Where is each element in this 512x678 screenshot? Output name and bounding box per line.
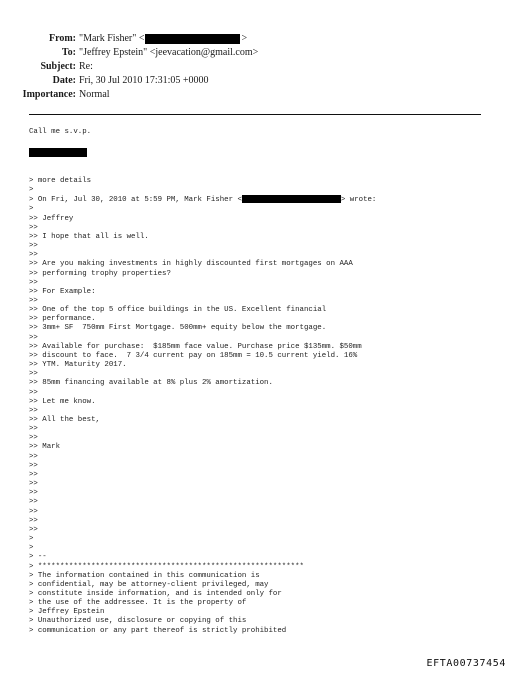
quoted-line: >> Jeffrey (29, 214, 74, 223)
quoted-line: >> (29, 406, 38, 415)
quoted-line: >> One of the top 5 office buildings in the US. Excellent financial (29, 306, 327, 315)
quoted-line: >> (29, 370, 38, 379)
quoted-line: >> Let me know. (29, 397, 96, 406)
quoted-line: >> (29, 278, 38, 287)
quoted-line: > (29, 535, 34, 544)
quoted-line: >> (29, 388, 38, 397)
quoted-thread (29, 177, 376, 636)
quoted-line: > communication or any part thereof is strictly prohibited (29, 626, 287, 635)
header-to (0, 47, 300, 59)
quoted-line: >> (29, 425, 38, 434)
on-line-suffix: > wrote: (340, 196, 377, 205)
quoted-line: > The information contained in this communication is (29, 571, 260, 580)
quoted-line: > constitute inside information, and is intended only for (29, 589, 282, 598)
quoted-line: >> For Example: (29, 287, 96, 296)
importance-label: Importance: (22, 89, 76, 100)
header-subject (0, 61, 300, 73)
subject-value: Re: (79, 61, 93, 72)
quoted-top-lines (29, 177, 376, 195)
quoted-line: >> (29, 452, 38, 461)
on-line-prefix: > On Fri, Jul 30, 2010 at 5:59 PM, Mark Fisher < (29, 196, 242, 205)
quoted-line: > (29, 186, 34, 195)
quoted-line: >> (29, 525, 38, 534)
subject-label: Subject: (40, 61, 76, 72)
importance-value: Normal (79, 89, 110, 100)
quoted-line: >> (29, 251, 38, 260)
quoted-line: > Unauthorized use, disclosure or copying of this (29, 617, 247, 626)
quoted-line: > Jeffrey Epstein (29, 608, 105, 617)
from-label: From: (48, 33, 76, 44)
quoted-line: > (29, 205, 34, 214)
to-label: To: (61, 47, 76, 58)
quoted-line: > more details (29, 177, 92, 185)
redaction-bar (145, 34, 240, 44)
quoted-line: > confidential, may be attorney-client privileged, may (29, 580, 269, 589)
document-id: EFTA00737454 (426, 658, 506, 669)
from-value (79, 33, 247, 44)
email-redaction (242, 195, 341, 203)
quoted-line: >> performing trophy properties? (29, 269, 171, 278)
date-value: Fri, 30 Jul 2010 17:31:05 +0000 (79, 75, 209, 86)
quoted-line: >> (29, 223, 38, 232)
from-value-suffix: > (241, 33, 248, 44)
quoted-line: >> (29, 498, 38, 507)
quoted-line: >> (29, 333, 38, 342)
quoted-line: >> 3mm+ SF 750mm First Mortgage. 500mm+ equity below the mortgage. (29, 324, 327, 333)
quoted-line: >> All the best, (29, 416, 100, 425)
quoted-line: >> Are you making investments in highly discounted first mortgages on AAA (29, 260, 353, 269)
to-value: "Jeffrey Epstein" <jeevacation@gmail.com> (79, 47, 259, 58)
quoted-line: >> YTM. Maturity 2017. (29, 361, 127, 370)
quoted-line: >> (29, 461, 38, 470)
quoted-line: >> (29, 434, 38, 443)
quoted-line: >> discount to face. 7 3/4 current pay on 185mm = 10.5 current yield. 16% (29, 351, 358, 360)
quoted-line: >> (29, 507, 38, 516)
quoted-line: >> Mark (29, 443, 61, 452)
quoted-line: >> 85mm financing available at 8% plus 2% amortization. (29, 379, 273, 388)
date-label: Date: (52, 75, 76, 86)
header-importance (0, 89, 300, 101)
quoted-line: >> (29, 470, 38, 479)
reply-line: Call me s.v.p. (29, 128, 92, 136)
quoted-line: > the use of the addressee. It is the property of (29, 599, 247, 608)
quoted-line: >> (29, 489, 38, 498)
header-divider (29, 114, 481, 115)
quoted-line: >> (29, 480, 38, 489)
quoted-main-lines (29, 205, 376, 635)
quoted-on-line (29, 195, 376, 205)
quoted-line: >> I hope that all is well. (29, 232, 149, 241)
quoted-line: >> performance. (29, 315, 96, 324)
from-value-prefix: "Mark Fisher" < (79, 33, 145, 44)
signature-redaction (29, 148, 87, 157)
quoted-line: > (29, 544, 34, 553)
quoted-line: > ************************************************************ (29, 562, 304, 571)
quoted-line: >> Available for purchase: $185mm face value. Purchase price $135mm. $50mm (29, 342, 362, 351)
quoted-line: >> (29, 296, 38, 305)
quoted-line: >> (29, 516, 38, 525)
quoted-line: > -- (29, 553, 47, 562)
header-from (0, 33, 300, 45)
quoted-line: >> (29, 242, 38, 251)
header-date (0, 75, 300, 87)
